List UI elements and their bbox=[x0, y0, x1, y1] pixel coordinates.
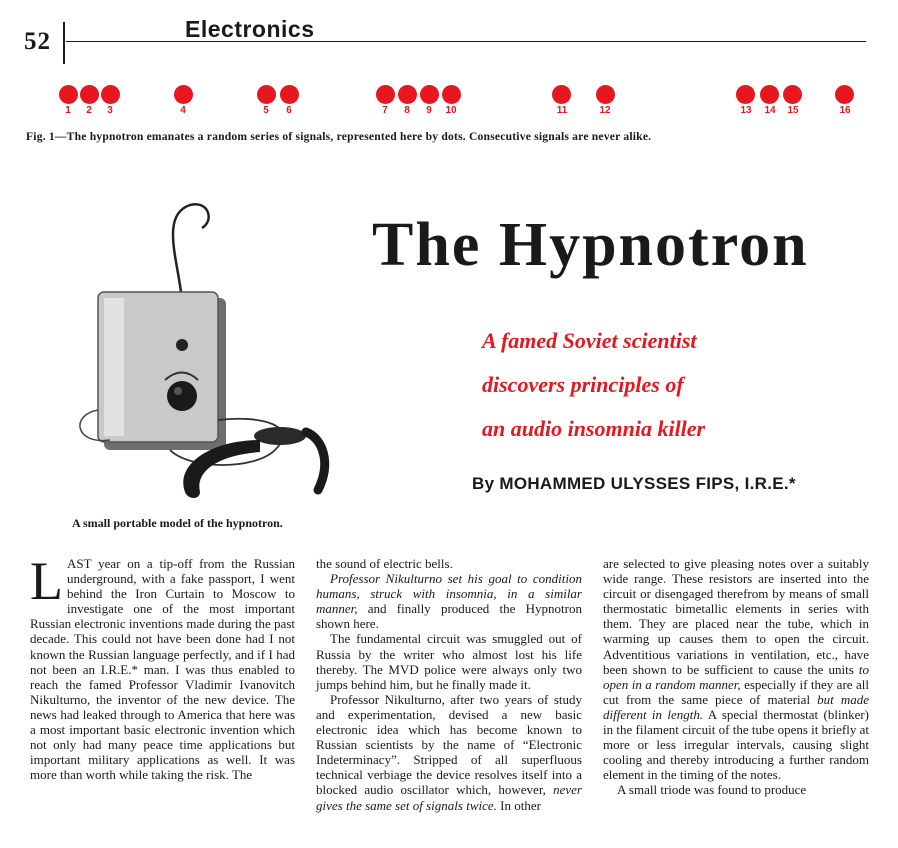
signal-dot bbox=[442, 85, 461, 104]
paragraph: A small triode was found to produce bbox=[617, 782, 807, 798]
text: A special thermostat (blinker) in the filament circuit of the tube opens it briefly at more or less irregular intervals, causing slight cooling and thereby introducing a further random element in the timing of the notes. bbox=[603, 706, 870, 783]
signal-dot-label: 14 bbox=[764, 105, 776, 116]
signal-dot bbox=[736, 85, 755, 104]
text: In other bbox=[496, 797, 541, 813]
subtitle-line: A famed Soviet scientist bbox=[482, 328, 697, 353]
section-title: Electronics bbox=[185, 16, 315, 42]
signal-dot-label: 5 bbox=[263, 105, 269, 116]
signal-dot bbox=[552, 85, 571, 104]
signal-dot-label: 6 bbox=[286, 105, 292, 116]
paragraph bbox=[603, 556, 869, 782]
signal-dot bbox=[280, 85, 299, 104]
hypnotron-device-photo bbox=[70, 200, 340, 505]
signal-dot bbox=[80, 85, 99, 104]
paragraph bbox=[316, 571, 582, 631]
signal-dot bbox=[257, 85, 276, 104]
italic-text: to open in a random manner, bbox=[603, 661, 869, 692]
byline: By MOHAMMED ULYSSES FIPS, I.R.E.* bbox=[472, 474, 796, 493]
drop-cap: L bbox=[30, 551, 63, 611]
header-divider bbox=[63, 22, 65, 64]
article-column-3 bbox=[603, 556, 869, 798]
signal-dot-label: 12 bbox=[599, 105, 611, 116]
signal-dot-label: 1 bbox=[65, 105, 71, 116]
text: Professor Nikulturno, after two years of study and experimentation, devised a new basic electronic idea which has become known to Russian scientists by the name of “Electronic Indeterminacy”. Stripped of all superfluous technical verbiage the device resolves itself into a blocked audio oscillator which, however, bbox=[316, 691, 582, 798]
column-1-text: AST year on a tip-off from the Russian underground, with a fake passport, I went behind the Iron Curtain to Moscow to investigate one of the most important Russian electronic inventions made during the past decade. This could not have been done had I not known the Russian language perfectly, and if I had not been an I.R.E.* man. I was thus enabled to reach the famed Professor Vladimir Ivanovitch Nikulturno, the inventor of the new device. The news had leaked through to America that here was a most important basic electronic invention which not only had many peace time applications but important military applications as well. It was more than worth while taking the risk. The bbox=[30, 556, 295, 783]
signal-dot bbox=[420, 85, 439, 104]
signal-dot-label: 15 bbox=[787, 105, 799, 116]
photo-caption: A small portable model of the hypnotron. bbox=[72, 516, 283, 530]
article-column-2 bbox=[316, 556, 582, 813]
signal-dot-label: 11 bbox=[556, 105, 568, 116]
signal-dot-label: 7 bbox=[382, 105, 388, 116]
signal-dot bbox=[174, 85, 193, 104]
signal-dot-label: 10 bbox=[445, 105, 457, 116]
signal-dot bbox=[376, 85, 395, 104]
italic-text: Professor Nikulturno set his goal to condition humans, struck with insomnia, in a similar manner, bbox=[316, 571, 582, 617]
paragraph bbox=[316, 692, 582, 813]
text: especially if they are all cut from the same piece of material bbox=[603, 676, 869, 707]
signal-dot bbox=[101, 85, 120, 104]
article-column-1 bbox=[30, 551, 295, 783]
subtitle-line: discovers principles of bbox=[482, 372, 684, 397]
signal-dot-label: 2 bbox=[86, 105, 92, 116]
signal-dot bbox=[59, 85, 78, 104]
signal-dot-label: 4 bbox=[180, 105, 186, 116]
signal-dot bbox=[760, 85, 779, 104]
signal-dot-label: 16 bbox=[839, 105, 851, 116]
subtitle-line: an audio insomnia killer bbox=[482, 416, 706, 441]
signal-dot bbox=[398, 85, 417, 104]
italic-text: but made different in length. bbox=[603, 691, 869, 722]
signal-dot bbox=[596, 85, 615, 104]
article-title: The Hypnotron bbox=[372, 211, 809, 279]
signal-dot bbox=[835, 85, 854, 104]
paragraph: The fundamental circuit was smuggled out of Russia by the writer who almost lost his life thereby. The MVD police were always only two jumps behind him, but he finally made it. bbox=[316, 631, 582, 692]
italic-text: never gives the same set of signals twice. bbox=[316, 782, 582, 813]
page-number: 52 bbox=[24, 28, 51, 55]
signal-dot-label: 8 bbox=[404, 105, 410, 116]
signal-dot-label: 3 bbox=[107, 105, 113, 116]
paragraph: the sound of electric bells. bbox=[316, 556, 453, 571]
figure-1-caption: Fig. 1—The hypnotron emanates a random series of signals, represented here by dots. Consecutive signals are never alike. bbox=[26, 130, 652, 143]
text: are selected to give pleasing notes over a suitably wide range. These resistors are inserted into the circuit or disengaged therefrom by means of small thermostatic bimetallic elements in series with them. They are placed near the tube, which in warming up causes them to open the circuit. Adventitious variations in ventilation, etc., have been shown to be sufficient to cause the units bbox=[603, 556, 869, 677]
signal-dot-label: 13 bbox=[740, 105, 752, 116]
signal-dot bbox=[783, 85, 802, 104]
text: and finally produced the Hypnotron shown here. bbox=[316, 601, 582, 632]
signal-dot-label: 9 bbox=[426, 105, 432, 116]
